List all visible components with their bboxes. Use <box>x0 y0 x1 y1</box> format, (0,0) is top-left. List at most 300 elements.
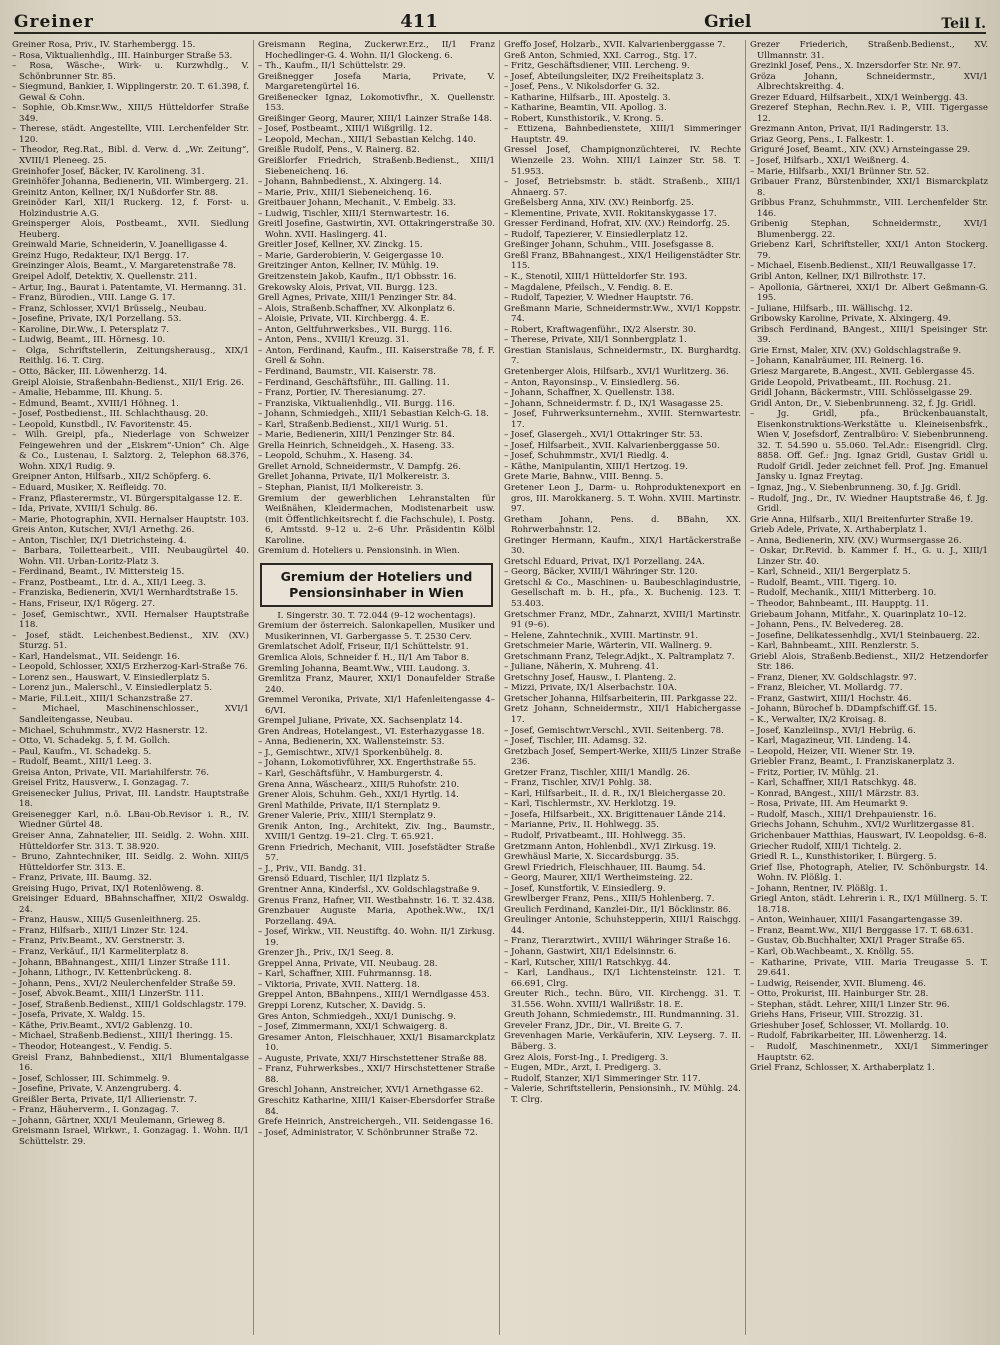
directory-entry: – Gustav, Ob.Buchhalter, XXI/1 Prager Straße 65. <box>750 936 965 947</box>
directory-entry: – Franz, Bürodien., VIII. Lange G. 17. <box>12 293 176 304</box>
directory-entry: Gröza Johann, Schneidermstr., XVI/1 Albrechtskreithg. 4. <box>750 71 988 93</box>
directory-entry: Gren Andreas, Hotelangest., VI. Esterhazygasse 18. <box>258 726 485 737</box>
directory-entry: Gride Leopold, Privatbeamt., III. Rochusg. 21. <box>750 377 952 388</box>
directory-entry: – Edmund, Beamt., XVIII/1 Höhneg. 1. <box>12 398 179 409</box>
column-1 <box>8 40 254 1335</box>
directory-entry: Grieb Adele, Private, X. Arthaberplatz 1. <box>750 525 927 536</box>
directory-entry: – Josef, Schuhmmstr., XVI/1 Riedlg. 4. <box>504 451 669 462</box>
directory-entry: Greinz Hugo, Redakteur, IX/1 Bergg. 17. <box>12 250 190 261</box>
directory-entry: – Fritz, Portier, IV. Mühlg. 21. <box>750 767 879 778</box>
directory-entry: Gribl Anton, Kellner, IX/1 Billrothstr. 17. <box>750 272 926 283</box>
directory-entry: – Johann, Bahnbedienst., X. Alxingerg. 14. <box>258 177 442 188</box>
directory-entry: Grenus Franz, Hafner, VII. Westbahnstr. 16. T. 32.438. <box>258 895 495 906</box>
directory-entry: Grella Heinrich, Schneidgeh., X. Haseng. 33. <box>258 440 455 451</box>
directory-entry: – Käthe, Priv.Beamt., XVI/2 Gablenzg. 10. <box>12 1020 193 1031</box>
directory-entry: Greffo Josef, Holzarb., XVII. Kalvarienberggasse 7. <box>504 40 726 50</box>
directory-entry: Gremium der gewerblichen Lehranstalten für Weißnähen, Kleidermachen, Modistenarbeit usw. (mit Öffentlichkeitsrecht f. die Fachschule), I. Postg. 6, Amtsstd. 9–12 u. 2–6 Uhr. Präsidentin Kölbl Karoline. <box>258 493 495 546</box>
directory-entry: Griechs Johann, Schuhm., XVI/2 Wurlitzergasse 81. <box>750 820 975 831</box>
directory-entry: – Franz, Pflasterermstr., VI. Bürgerspitalgasse 12. E. <box>12 493 243 504</box>
directory-entry: – Josef, Gemischtwr.Verschl., XVII. Seitenberg. 78. <box>504 725 724 736</box>
column-3 <box>500 40 746 1335</box>
directory-entry: – Käthe, Manipulantin, XIII/1 Hertzog. 19. <box>504 461 688 472</box>
directory-entry: Greiner Rosa, Priv., IV. Starhembergg. 15. <box>12 40 196 50</box>
directory-entry: Greßmann Marie, Schneidermstr.Ww., XVI/1 Koppstr. 74. <box>504 303 741 325</box>
directory-entry: – Karl, Kutscher, XIII/1 Ratschkyg. 44. <box>504 957 671 968</box>
directory-entry: – Rosa, Wäsche-, Wirk- u. Kurzwhdlg., V. Schönbrunner Str. 85. <box>12 61 249 82</box>
directory-entry: – Th., Kaufm., II/1 Schüttelstr. 29. <box>258 61 406 72</box>
directory-entry: Greppel Anna, Private, VII. Neubaug. 28. <box>258 958 438 969</box>
directory-entry: – Stephan, Pianist, II/1 Molkereistr. 3. <box>258 482 424 493</box>
directory-entry: – Apollonia, Gärtnerei, XXI/1 Dr. Albert Geßmann-G. 195. <box>750 282 988 304</box>
directory-entry: – Anton, Geltfuhrwerksbes., VII. Burgg. 116. <box>258 324 453 335</box>
directory-entry: – Rudolf, Fabrikarbeiter, III. Löwenherzg. 14. <box>750 1031 947 1042</box>
directory-entry: Grener Valerie, Priv., XIII/1 Sternplatz 9. <box>258 811 436 822</box>
directory-entry: – Theodor, Reg.Rat., Bibl. d. Verw. d. „Wr. Zeitung“, XVIII/1 Pleneeg. 25. <box>12 145 249 167</box>
directory-entry: – Ludwig, Tischler, XIII/1 Sternwartestr. 16. <box>258 208 450 219</box>
directory-entry: – Franz, Diener, XV. Goldschlagstr. 97. <box>750 672 917 683</box>
directory-entry: Gremmel Veronika, Private, XI/1 Hafenleitengasse 4–6/VI. <box>258 695 495 716</box>
directory-entry: – Karl, Geschäftsführ., V. Hamburgerstr. 4. <box>258 769 443 779</box>
directory-entry: Griebl Alois, Straßenb.Bedienst., XII/2 Hetzendorfer Str. 186. <box>750 651 988 673</box>
directory-entry: Gribsch Ferdinand, BAngest., XIII/1 Speisinger Str. 39. <box>750 324 988 346</box>
directory-entry: Grestian Stanislaus, Schneidermstr., IX. Burghardtg. 7. <box>504 345 741 367</box>
directory-entry: Greitzinger Anton, Kellner, IV. Mühlg. 19. <box>258 261 439 272</box>
directory-entry: – Johann, Pens., IV. Belvedereg. 28. <box>750 620 904 631</box>
directory-entry: – Robert, Kunsthistorik., V. Krong. 5. <box>504 113 664 124</box>
directory-entry: Greinsperger Alois, Postbeamt., XVII. Siedlung Heuberg. <box>12 219 249 240</box>
directory-entry: – Anton, Weinhauer, XIII/1 Fasangartengasse 39. <box>750 915 963 926</box>
directory-entry: – Johann, Rentner, IV. Plößlg. 1. <box>750 883 888 894</box>
directory-entry: Greppi Lorenz, Kutscher, X. Davidg. 5. <box>258 1001 426 1012</box>
directory-entry: Grewhäusl Marie, X. Siccardsburgg. 35. <box>504 852 680 863</box>
directory-entry: – Anton, Tischler, IX/1 Dietrichsteing. 4. <box>12 535 187 546</box>
directory-entry: Griebenz Karl, Schriftsteller, XXI/1 Anton Stockerg. 79. <box>750 240 988 261</box>
directory-entry: Gridl Anton, Dr., V. Siebenbrunneng. 32, f. Jg. Gridl. <box>750 398 976 409</box>
directory-entry: – Katharine, Hilfsarb., III. Apostelg. 3. <box>504 92 671 103</box>
directory-entry: – Anton, Pens., XVIII/1 Kreuzg. 31. <box>258 335 409 346</box>
directory-entry: Greulinger Antonie, Schuhstepperin, XIII/1 Raischgg. 44. <box>504 915 741 936</box>
directory-entry: – Otto, Bäcker, III. Löwenherzg. 14. <box>12 366 168 377</box>
directory-entry: – Paul, Kaufm., VI. Schadekg. 5. <box>12 746 152 757</box>
directory-entry: – Magdalene, Pfeilsch., V. Fendig. 8. E. <box>504 282 673 293</box>
directory-entry: – Theodor, Bahnbeamt., III. Haupptg. 11. <box>750 598 929 609</box>
directory-entry: – Franz, Beamt.Ww., XII/1 Berggasse 17. T. 68.631. <box>750 925 974 936</box>
directory-entry: – Josef, Zimmermann, XXI/1 Schwaigerg. 8. <box>258 1022 448 1033</box>
directory-entry: – Rudolf, Masch., XIII/1 Drehpauienstr. 16. <box>750 809 937 820</box>
directory-entry: – Oskar, Dr.Revid. b. Kammer f. H., G. u. J., XIII/1 Linzer Str. 40. <box>750 546 988 567</box>
directory-entry: Greipel Adolf, Detektiv, X. Quellenstr. 211. <box>12 272 198 283</box>
directory-entry: – Franz, Hilfsarb., XIII/1 Linzer Str. 124. <box>12 925 189 936</box>
directory-entry: Grezinkl Josef, Pens., X. Inzersdorfer Str. Nr. 97. <box>750 61 961 72</box>
directory-entry: Greß Anton, Schmied, XXI. Carrog., Stg. 17. <box>504 50 697 61</box>
directory-entry: – K., Verwalter, IX/2 Kroisag. 8. <box>750 715 887 725</box>
directory-entry: – Ferdinand, Geschäftsführ., III. Galling. 11. <box>258 377 450 388</box>
directory-entry: – Michael, Maschinenschlosser., XVI/1 Sandleitengasse, Neubau. <box>12 704 249 725</box>
directory-entry: Greisenecker Julius, Privat, III. Landstr. Hauptstraße 18. <box>12 788 249 810</box>
directory-entry: – Karl, Schaffner, XIII. Fuhrmannsg. 18. <box>258 969 432 980</box>
directory-entry: Grezer Friederich, Straßenb.Bedienst., XV. Ullmannstr. 31. <box>750 40 988 61</box>
directory-entry: Grezeref Stephan, Rechn.Rev. i. P., VIII. Tigergasse 12. <box>750 103 988 124</box>
directory-entry: Gremling Johanna, Beamt.Ww., VIII. Laudong. 3. <box>258 663 471 674</box>
directory-entry: – Therese, städt. Angestellte, VIII. Lerchenfelder Str. 120. <box>12 124 249 145</box>
directory-entry: Grentner Anna, Kinderfsl., XV. Goldschlagstraße 9. <box>258 885 480 896</box>
directory-entry: – Rudolf, Privatbeamt., III. Hohlwegg. 35. <box>504 831 686 842</box>
directory-entry: – Franz, Hausw., XIII/5 Gusenleithnerg. 25. <box>12 915 201 926</box>
directory-entry: – Josef, Abteilungsleiter, IX/2 Freiheitsplatz 3. <box>504 71 704 82</box>
directory-entry: – Michael, Eisenb.Bedienst., XII/1 Reuwallgasse 17. <box>750 261 976 272</box>
directory-entry: Greschitz Katharine, XIII/1 Kaiser-Ebersdorfer Straße 84. <box>258 1095 495 1117</box>
directory-entry: Griel Franz, Schlosser, X. Arthaberplatz 1. <box>750 1063 935 1074</box>
directory-entry: – Anton, Ferdinand, Kaufm., III. Kaiserstraße 78, f. F. Grell & Sohn. <box>258 345 495 367</box>
directory-entry: – Josef, Straßenb.Bedienst., XIII/1 Goldschlagstr. 179. <box>12 999 247 1010</box>
directory-entry: – Leopold, Kunstbdl., IV. Favoritenstr. 45. <box>12 419 192 430</box>
directory-entry: Grell Agnes, Private, XIII/1 Penzinger Str. 84. <box>258 293 457 304</box>
directory-entry: Greinöder Karl, XII/1 Ruckerg. 12, f. Forst- u. Holzindustrie A.G. <box>12 198 249 219</box>
directory-entry: – Anton, Rayonsinsp., V. Einsiedlerg. 56. <box>504 377 680 388</box>
directory-entry: – Karl, Landhaus., IX/1 Lichtensteinstr. 121. T. 66.691, Clrg. <box>504 968 741 989</box>
directory-entry: Gretener Leon J., Darm- u. Rohproduktenexport en gros, III. Marokkanerg. 5. T. Wohn. XVIII. Martinstr. 97. <box>504 482 741 515</box>
page-header <box>14 8 986 34</box>
directory-entry: Gribowsky Karoline, Private, X. Alxingerg. 49. <box>750 314 951 325</box>
directory-entry: – Johann, Gastwirt, XII/1 Edelsinnstr. 6. <box>504 947 677 958</box>
directory-entry: – Leopold, Mechan., XIII/1 Sebastian Kelchg. 140. <box>258 134 476 145</box>
directory-entry: – Marie, Garderobierin, V. Geigergasse 10. <box>258 250 445 261</box>
directory-entry: – Rosa, Private, III. Am Heumarkt 9. <box>750 799 909 810</box>
directory-entry: Griesz Margarete, B.Angest., XVII. Geblergasse 45. <box>750 366 975 377</box>
directory-entry: – Franz, Priv.Beamt., XV. Gerstnerstr. 3. <box>12 936 185 947</box>
directory-entry: Greipl Aloisie, Straßenbahn-Bedienst., XII/1 Erig. 26. <box>12 377 244 388</box>
directory-entry: – Eduard, Musiker, X. Reifleidg. 70. <box>12 482 167 493</box>
directory-entry: Gretscher Johanna, Hilfsarbeiterin, III. Parkgasse 22. <box>504 693 738 704</box>
directory-entry: Greißle Rudolf, Pens., V. Rainerg. 82. <box>258 145 420 156</box>
directory-entry: – Johann, Schmiedgeh., XIII/1 Sebastian Kelch-G. 18. <box>258 409 489 420</box>
directory-entry: Grichenbauer Matthias, Hauswart, IV. Leopoldsg. 6–8. <box>750 831 987 842</box>
directory-entry: Grempel Juliane, Private, XX. Sachsenplatz 14. <box>258 716 463 727</box>
directory-entry: – Lorenz jun., Malerschl., V. Einsiedlerplatz 5. <box>12 683 213 694</box>
directory-entry: – Karl, Tischlermstr., XV. Herklotzg. 19. <box>504 799 677 810</box>
header-part: Teil I. <box>941 16 986 32</box>
directory-entry: – Karl, Schneid., XII/1 Bergerplatz 5. <box>750 567 911 578</box>
directory-entry: – Josef, Kunstfortik, V. Einsiedlerg. 9. <box>504 883 666 894</box>
header-first-name: Greiner <box>14 12 94 32</box>
directory-entry: – Otto, Vi. Schadekg. 5, f. M. Gollch. <box>12 736 171 747</box>
directory-entry: Grezer Eduard, Hilfsarbeit., XIX/1 Weinbergg. 43. <box>750 92 968 103</box>
directory-entry: Gretschny Josef, Hausw., I. Planteng. 2. <box>504 672 677 683</box>
directory-entry: Greißnegger Josefa Maria, Private, V. Margaretengürtel 16. <box>258 71 495 93</box>
directory-entry: – Valerie, Schriftstellerin, Pensionsinh., IV. Mühlg. 24. T. Clrg. <box>504 1084 741 1105</box>
column-4 <box>746 40 992 1335</box>
directory-entry: – Johann, Schaffner, X. Quellenstr. 138. <box>504 388 675 399</box>
directory-entry: – Juliane, Näherin, X. Muhreng. 41. <box>504 662 659 673</box>
directory-entry: Greißler Berta, Private, II/1 Allierienstr. 7. <box>12 1094 197 1105</box>
directory-entry: Griguré Josef, Beamt., XIV. (XV.) Arnsteingasse 29. <box>750 145 971 156</box>
directory-entry: – J., Gemischtwr., XIV/1 Sporkenbühelg. 8. <box>258 747 443 758</box>
directory-entry: Grenl Mathilde, Private, II/1 Sternplatz 9. <box>258 800 441 811</box>
directory-entry: Gremium der österreich. Salonkapellen, Musiker und Musikerinnen, VI. Garbergasse 5. T. 2530 Cerv. <box>258 621 495 642</box>
directory-entry: Greßelsberg Anna, XIV. (XV.) Reinborfg. 25. <box>504 198 694 209</box>
directory-entry: Grie Anna, Hilfsarb., XII/1 Breitenfurter Straße 19. <box>750 514 974 525</box>
directory-entry: – Josef, Hilfsarbeit., XVII. Kalvarienberggasse 50. <box>504 440 720 451</box>
directory-entry: Grenn Friedrich, Mechanit, VIII. Josefstädter Straße 57. <box>258 842 495 864</box>
directory-entry: Greuter Rich., techn. Büro, VII. Kirchengg. 31. T. 31.556. Wohn. XVIII/1 Wallrißstr. 18. E. <box>504 989 741 1010</box>
directory-entry: Grenik Anton, Ing., Architekt, Ziv. Ing., Baumstr., XVIII/1 Gentzg. 19–21. Clrg. T. 65.921. <box>258 821 495 843</box>
directory-entry: – Franz, Tischler, XIV/1 Pohlg. 38. <box>504 778 652 789</box>
directory-entry: Gretenberger Alois, Hilfsarb., XVI/1 Wurlitzerg. 36. <box>504 366 729 377</box>
directory-entry: Gretschmer Franz, MDr., Zahnarzt, XVIII/1 Martinstr. 91 (9–6). <box>504 609 741 631</box>
directory-entry: – Josef, Postbeamt., XIII/1 Wißgrillg. 12. <box>258 124 433 135</box>
directory-entry: Greipner Anton, Hilfsarb., XII/2 Schöpferg. 6. <box>12 472 212 483</box>
directory-entry: Grewl Friedrich, Fleischhauer, III. Baumg. 54. <box>504 862 706 873</box>
directory-entry: Greitzenstein Jakob, Kaufm., II/1 Obbsstr. 16. <box>258 272 457 283</box>
directory-entry: – Siegmund, Bankier, I. Wipplingerstr. 20. T. 61.398, f. Gewal & Cohn. <box>12 82 249 103</box>
directory-entry: – Rudolf, Jng., Dr., IV. Wiedner Hauptstraße 46, f. Jg. Gridl. <box>750 493 988 515</box>
directory-entry: – Marie, Photographin, XVII. Hernalser Hauptstr. 103. <box>12 514 249 525</box>
directory-entry: Gretschmann Franz, Telegr.Adjkt., X. Paltramplatz 7. <box>504 651 735 662</box>
directory-entry: – Leopold, Heizer, VII. Wiener Str. 19. <box>750 746 916 757</box>
directory-entry: – Katharine, Private, VIII. Maria Treugasse 5. T. 29.641. <box>750 957 988 979</box>
directory-entry: – Mizzi, Private, IX/1 Alserbachstr. 10A. <box>504 683 677 694</box>
directory-entry: – Ludwig, Beamt., III. Hörnesg. 10. <box>12 335 166 346</box>
directory-entry: Greinwald Marie, Schneiderin, V. Joanelligasse 4. <box>12 240 228 251</box>
directory-entry: – Olga, Schriftstellerin, Zeitungsherausg., XIX/1 Reithlg. 16. T. Cirg. <box>12 345 249 367</box>
directory-entry: Greißinger Georg, Maurer, XIII/1 Lainzer Straße 148. <box>258 113 492 124</box>
directory-entry: Grief Ilse, Photograph, Atelier, IV. Schönburgstr. 14. Wohn. IV. Plößlg. 1. <box>750 862 988 884</box>
directory-entry: – Karl, Hilfsarbeit., II. d. R., IX/1 Bleichergasse 20. <box>504 788 726 799</box>
directory-entry: Grellet Arnold, Schneidermstr., V. Dampfg. 26. <box>258 461 461 472</box>
notice-address: I. Singerstr. 30. T. 72.044 (9–12 wochentags). <box>277 610 476 621</box>
directory-entry: – Alois, Straßenb.Schaffner, XV. Alkonplatz 6. <box>258 303 456 314</box>
directory-entry: – Robert, Kraftwagenführ., IX/2 Alserstr. 30. <box>504 324 697 335</box>
directory-entry: – Wilh. Greipl, pfa., Niederlage von Schweizer Feingewehren und der „Eiskrem“-Union“ Ch. Alge & Co., Lustenau, I. Salztorg. 2, Telephon 68.376, Wohn. XIX/1 Rudig. 9. <box>12 430 249 472</box>
directory-entry: Grieshuber Josef, Schlosser, VI. Mollardg. 10. <box>750 1020 949 1031</box>
directory-entry: Gretz Johann, Schneidermstr., XII/1 Habichergasse 17. <box>504 704 741 725</box>
directory-entry: – Fritz, Geschäftsdiener, VIII. Lercheng. 9. <box>504 61 690 72</box>
directory-entry: Greuth Johann, Schmiedemstr., III. Rundmanning. 31. <box>504 1010 740 1021</box>
directory-entry: – Ferdinand, Beamt., IV. Mittersteig 15. <box>12 567 185 578</box>
directory-entry: – Josef, Pens., V. Nikolsdorfer G. 32. <box>504 82 660 93</box>
directory-entry: Grezmann Anton, Privat, II/1 Radingerstr. 13. <box>750 124 949 135</box>
directory-entry: Greißenecker Ignaz, Lokomotivfhr., X. Quellenstr. 153. <box>258 92 495 114</box>
directory-entry: Gres Anton, Schmiedgeh., XXI/1 Dunischg. 9. <box>258 1011 456 1022</box>
directory-entry: – Karl, Bahnbeamt., XIII. Renzlerstr. 5. <box>750 641 919 652</box>
directory-entry: Griebaum Johann, Mitfahr., X. Quarinplatz 10–12. <box>750 609 967 620</box>
directory-entry: Greveler Franz, JDr., Dir., VI. Breite G. 7. <box>504 1020 683 1031</box>
directory-entry: – J., Priv., VII. Bandg. 31. <box>258 863 367 874</box>
notice-title-line2: Pensionsinhaber in Wien <box>289 584 464 600</box>
directory-entry: Greis Anton, Kutscher, XVI/1 Arnethg. 26. <box>12 525 195 536</box>
directory-entry: – Franz, Verkäuf., II/1 Karmeliterplatz 8. <box>12 947 189 958</box>
directory-entry: Grellet Johanna, Private, II/1 Molkereistr. 3. <box>258 472 450 483</box>
directory-entry: Gribauer Franz, Bürstenbinder, XXI/1 Bismarckplatz 8. <box>750 177 988 198</box>
directory-entry: – Marie, Fil.Leit., XIII/1 Schanzstraße 27. <box>12 693 193 704</box>
directory-entry: Gretham Johann, Pens. d. BBahn, XX. Rohrwerbahnstr. 12. <box>504 514 741 536</box>
directory-entry: – Hans, Friseur, IX/1 Rögerg. 27. <box>12 598 156 609</box>
directory-entry: – Georg, Maurer, XII/1 Wertheimsteing. 22. <box>504 873 693 884</box>
directory-entry: Gretzer Franz, Tischler, XIII/1 Mandlg. 26. <box>504 767 691 778</box>
directory-entry: Greinhöfer Johanna, Bedienerin, VII. Wimbergerg. 21. <box>12 177 249 188</box>
header-last-name: Griel <box>704 12 752 32</box>
directory-entry: – Karoline, Dir.Ww., I. Petersplatz 7. <box>12 324 170 335</box>
directory-entry: – Josef, Abvok.Beamt., XIII/1 LinzerStr. 111. <box>12 989 204 1000</box>
directory-entry: Greßl Franz, BBahnangest., XIX/1 Heiligenstädter Str. 115. <box>504 250 741 272</box>
directory-entry: – Rudolf, Tapezier, V. Wiedner Hauptstr. 76. <box>504 293 694 304</box>
directory-entry: – Bruno, Zahntechniker, III. Seidlg. 2. Wohn. XIII/5 Hütteldorfer Str. 313. E. <box>12 852 249 873</box>
directory-entry: – Josefine, Private, IX/1 Porzellang. 53. <box>12 314 182 325</box>
directory-entry: – Ferdinand, Baumstr., VII. Kaiserstr. 78. <box>258 366 436 377</box>
directory-entry: – Franz, Postbeamt., Ltr. d. A., XII/1 Leeg. 3. <box>12 577 206 588</box>
directory-columns <box>8 40 992 1335</box>
directory-entry: – Michael, Schuhmmstr., XV/2 Hasnerstr. 12. <box>12 725 208 736</box>
directory-entry: – Ettizena, Bahnbedienstete, XIII/1 Simmeringer Hauptstr. 49. <box>504 124 741 145</box>
page-number: 411 <box>400 11 438 32</box>
directory-entry: – Josefine, Delikatessenhdlg., XVI/1 Steinbauerg. 22. <box>750 630 980 641</box>
directory-entry: Gremlatschet Adolf, Friseur, II/1 Schüttelstr. 91. <box>258 642 469 653</box>
directory-entry: – Rudolf, Beamt., VIII. Tigerg. 10. <box>750 577 897 588</box>
directory-entry: – Karl, Schaffner, XII/1 Ratschkyg. 48. <box>750 778 917 789</box>
directory-entry: – Marianne, Priv., II. Hohlwegg. 35. <box>504 820 659 831</box>
directory-entry: – Franz, Fuhrwerksbes., XXI/7 Hirschstettener Straße 88. <box>258 1064 495 1085</box>
directory-entry: Greulich Ferdinand, Kanzlei-Dir., II/1 Böcklinstr. 86. <box>504 904 731 915</box>
directory-entry: Grekowsky Alois, Privat, VII. Burgg. 123. <box>258 282 438 293</box>
directory-entry: Greisa Anton, Private, VII. Mariahilferstr. 76. <box>12 767 209 778</box>
directory-entry: – Marie, Priv., XIII/1 Siebeneichenq. 16. <box>258 187 432 198</box>
directory-entry: – Josef, Betriebsmstr. b. städt. Straßenb., XIII/1 Ahnaerg. 57. <box>504 177 741 198</box>
directory-entry: – Helene, Zahntechnik., XVIII. Martinstr. 91. <box>504 630 699 641</box>
directory-entry: Greiser Anna, Zahnatelier, III. Seidlg. 2. Wohn. XIII. Hütteldorfer Str. 313. T. 38.920. <box>12 831 249 852</box>
directory-entry: – Franz, Portier, IV. Theresianumg. 27. <box>258 388 426 399</box>
directory-entry: – Josef, Glasergeh., XVI/1 Ottakringer Str. 53. <box>504 430 703 441</box>
directory-entry: – Georg, Bäcker, XVIII/1 Währinger Str. 120. <box>504 567 698 578</box>
directory-entry: Greßinger Johann, Schuhm., VIII. Josefsgasse 8. <box>504 240 714 251</box>
directory-entry: – Josef, Hilfsarb., XXI/1 Weißnerg. 4. <box>750 156 910 167</box>
notice-title-line1: Gremium der Hoteliers und <box>280 568 473 584</box>
directory-entry: – Konrad, BAngest., XIII/1 Märzstr. 83. <box>750 788 919 799</box>
directory-entry: – Karl, Magazineur, VII. Lindeng. 14. <box>750 736 911 747</box>
directory-entry: – Aloisie, Private, VII. Kirchbergg. 4. E. <box>258 314 430 325</box>
directory-entry: – Juliane, Hilfsarb., III. Wällischg. 12. <box>750 303 913 314</box>
directory-entry: – Johann, Lokomotivführer, XX. Engerthstraße 55. <box>258 758 477 769</box>
directory-entry: Greisinger Eduard, BBahnschaffner, XII/2 Oswaldg. 24. <box>12 894 249 915</box>
directory-entry: – Josefine, Private, V. Anzengruberg. 4. <box>12 1084 182 1095</box>
directory-entry: Greitbauer Johann, Mechanit., V. Embelg. 33. <box>258 198 456 209</box>
directory-entry: – Michael, Straßenb.Bedienst., XIII/1 Iheringg. 15. <box>12 1031 233 1042</box>
directory-entry: Greinitz Anton, Kellner, IX/1 Nußdorfer Str. 88. <box>12 187 219 198</box>
directory-entry: – Lorenz sen., Hauswart, V. Einsiedlerplatz 5. <box>12 672 210 683</box>
directory-entry: – Franz, Bleicher, VI. Mollardg. 77. <box>750 683 903 694</box>
directory-entry: Gretschl Eduard, Privat, IX/1 Porzellang. 24A. <box>504 556 705 567</box>
directory-entry: – Auguste, Private, XXI/7 Hirschstettener Straße 88. <box>258 1053 487 1064</box>
directory-entry: – Johann, BBahnangest., XIII/1 Linzer Straße 111. <box>12 957 231 968</box>
directory-entry: – Johann, Bürochef b. DDampfschiff.Gf. 15. <box>750 704 937 715</box>
directory-entry: – Josef, Fuhrwerksunternehm., XVIII. Sternwartestr. 17. <box>504 409 741 430</box>
directory-entry: – Otto, Prokurist, III. Hainburger Str. 28. <box>750 989 929 1000</box>
directory-entry: Griecher Rudolf, XIII/1 Tichtelg. 2. <box>750 841 902 852</box>
directory-entry: Griegl Anton, städt. Lehrerin i. R., IX/1 Müllnerg. 5. T. 18.718. <box>750 894 988 915</box>
directory-entry: Greinhofer Josef, Bäcker, IV. Karolineng. 31. <box>12 166 205 177</box>
directory-entry: – Josef, städt. Leichenbest.Bedienst., XIV. (XV.) Sturzg. 51. <box>12 630 249 652</box>
directory-entry: Greismann Regina, Zuckerwr.Erz., II/1 Franz Hochedlinger-G. 4. Wohn. II/1 Glockeng. 6. <box>258 40 495 61</box>
directory-entry: Greschl Johann, Anstreicher, XVI/1 Arnethgasse 62. <box>258 1085 484 1096</box>
directory-entry: – Franz, Schlosser, XVI/1 Brüsselg., Neubau. <box>12 303 207 314</box>
directory-entry: Greising Hugo, Privat, IX/1 Rotenlöweng. 8. <box>12 883 204 894</box>
directory-entry: Grevenhagen Marie, Verkäuferin, XIV. Leyserg. 7. II. Bäberg. 3. <box>504 1031 741 1052</box>
directory-entry: Greißlorfer Friedrich, Straßenb.Bedienst., XIII/1 Siebeneichenq. 16. <box>258 156 495 177</box>
directory-entry: – Theodor, Hoteangest., V. Fendig. 5. <box>12 1041 173 1052</box>
directory-entry: – Katharine, Beamtin, VII. Apollog. 3. <box>504 103 667 114</box>
directory-entry: – K., Stenotil, XIII/1 Hütteldorfer Str. 193. <box>504 272 688 283</box>
directory-entry: – Ida, Private, XVIII/1 Schulg. 86. <box>12 504 158 515</box>
directory-entry: – Amalie, Hebamme, III. Khung. 5. <box>12 388 163 399</box>
directory-entry: – Josefa, Hilfsarbeit., XX. Brigittenauer Lände 214. <box>504 809 726 820</box>
directory-entry: Grenzbauer Auguste Maria, Apothek.Ww., IX/1 Porzellang. 49A. <box>258 906 495 927</box>
directory-entry: – Marie, Bedienerin, XIII/1 Penzinger Str. 84. <box>258 430 455 441</box>
directory-entry: – Rudolf, Beamt., XIII/1 Leeg. 3. <box>12 757 152 768</box>
directory-entry: Gressel Josef, Champignonzüchterei, IV. Rechte Wienzeile 23. Wohn. XIII/1 Lainzer Str. 58. T. 51.953. <box>504 145 741 177</box>
directory-entry: – Franz, Häuherverm., I. Gonzagag. 7. <box>12 1105 179 1116</box>
directory-entry: Gremium d. Hoteliers u. Pensionsinh. in Wien. <box>258 546 460 557</box>
directory-entry: – Franziska, Bedienerin, XVI/1 Wernhardtstraße 15. <box>12 588 239 599</box>
directory-entry: Grie Ernst, Maler, XIV. (XV.) Goldschlagstraße 9. <box>750 345 962 356</box>
directory-entry: Grez Alois, Forst-Ing., I. Predigerg. 3. <box>504 1052 669 1063</box>
directory-entry: – Marie, Hilfsarb., XXI/1 Brünner Str. 52. <box>750 166 930 177</box>
directory-entry: Grena Anna, Wäschearz., XIII/5 Ruhofstr. 210. <box>258 779 460 790</box>
directory-entry: – Sophie, Ob.Kmsr.Ww., XIII/5 Hütteldorfer Straße 349. <box>12 103 249 124</box>
directory-entry: Grensö Eduard, Tischler, II/1 Ilzplatz 5. <box>258 874 430 885</box>
directory-entry: – Ignaz, Jng., V. Siebenbrunneng. 30, f. Jg. Gridl. <box>750 482 961 493</box>
directory-entry: – Johann, Lithogr., IV. Kettenbrückeng. 8. <box>12 968 192 979</box>
directory-entry: – Artur, Ing., Baurat i. Patentamte, VI. Hermanng. 31. <box>12 282 247 293</box>
directory-entry: Greitl Josefine, Gastwirtin, XVI. Ottakringerstraße 30. Wohn. XVII. Haslingerg. 41. <box>258 219 495 240</box>
directory-entry: – Johann, Kanalräumer, III. Reinerg. 16. <box>750 356 924 367</box>
directory-entry: – Josef, Gemischtwr., XVII. Hernalser Hauptstraße 118. <box>12 609 249 631</box>
directory-entry: – Leopold, Schuhm., X. Haseng. 34. <box>258 451 413 462</box>
directory-entry: Grefe Heinrich, Anstreichergeh., VII. Seidengasse 16. <box>258 1117 494 1128</box>
directory-entry: Griedl R. L., Kunsthistoriker, I. Bürgerg. 5. <box>750 852 937 863</box>
directory-entry: Griebler Franz, Beamt., I. Franziskanerplatz 3. <box>750 757 955 768</box>
directory-entry: – Josefa, Private, X. Waldg. 15. <box>12 1010 146 1021</box>
directory-entry: – Therese, Private, XII/1 Sonnbergplatz 1. <box>504 335 687 346</box>
directory-entry: – Leopold, Schlosser, XXI/5 Erzherzog-Karl-Straße 76. <box>12 662 248 673</box>
directory-entry: Gresser Ferdinand, Hofrat, XIV. (XV.) Reindorfg. 25. <box>504 219 730 230</box>
directory-entry: Greitler Josef, Kellner, XV. Zinckg. 15. <box>258 240 423 251</box>
directory-entry: – Josef, Administrator, V. Schönbrunner Straße 72. <box>258 1127 478 1138</box>
directory-entry: – Eugen, MDr., Arzt, I. Predigerg. 3. <box>504 1063 662 1074</box>
hotel-association-notice <box>260 563 493 607</box>
directory-entry: – Barbara, Toilettearbeit., VIII. Neubaugürtel 40. Wohn. VII. Urban-Loritz-Platz 3. <box>12 546 249 567</box>
directory-entry: – Franziska, Viktualienhdlg., VII. Burgg. 116. <box>258 398 455 409</box>
directory-entry: Grener Alois, Schuhm. Geh., XXI/1 Hyrtlg. 14. <box>258 790 459 801</box>
directory-entry: – Karl, Handelsmat., VII. Seidengr. 16. <box>12 651 180 662</box>
directory-entry: – Josef, Tischler, III. Adamsg. 32. <box>504 736 647 747</box>
directory-entry: Gremlica Alois, Schneider f. H., II/1 Am Tabor 8. <box>258 652 470 663</box>
directory-entry: Griaz Georg, Pens., I. Falkestr. 1. <box>750 134 895 145</box>
header-right-group <box>704 12 986 32</box>
directory-entry: Greisl Franz, Bahnbedienst., XII/1 Blumentalgasse 16. <box>12 1052 249 1074</box>
directory-entry: – Josef, Schlosser, III. Schimmelg. 9. <box>12 1073 171 1084</box>
directory-entry: – Rosa, Viktualienhdlg., III. Hainburger Straße 53. <box>12 50 233 61</box>
directory-entry: – Johann, Pens., XVI/2 Neulerchenfelder Straße 59. <box>12 978 236 989</box>
directory-entry: – Franz, Private, III. Baumg. 32. <box>12 873 152 884</box>
directory-entry: Gremlitza Franz, Maurer, XXI/1 Donaufelder Straße 240. <box>258 674 495 695</box>
directory-entry: Gridl Johann, Bäckermstr., VIII. Schlösselgasse 29. <box>750 388 973 399</box>
directory-entry: Grete Marie, Bahnw., VIII. Benng. 5. <box>504 472 664 483</box>
directory-entry: – Ludwig, Reisender, XVII. Blumeng. 46. <box>750 978 926 989</box>
directory-entry: Greppel Anton, BBahnpens., XIII/1 Werndlgasse 453. <box>258 990 490 1001</box>
directory-entry: Grewlberger Franz, Pens., XIII/5 Hohlenberg. 7. <box>504 894 715 905</box>
directory-entry: Greisel Fritz, Hausverw., I. Gonzagag. 7. <box>12 778 190 789</box>
directory-entry: – Klementine, Private, XVII. Rokitanskygasse 17. <box>504 208 717 219</box>
directory-entry: – Jg. Gridl, pfa., Brückenbauanstalt, Eisenkonstruktions-Werkstätte u. Kleineisenbsfrk., Wien V, Josefsdorf, Zentralbüro: V. Siebenbrunneng. 32. T. 54.590 u. 55.060. Tel.Adr.: Eisengridl. Clrg. 8858. Off. Gef.: Jng. Ignaz Gridl, Gustav Gridl u. Rudolf Gridl. Jeder zeichnet fell. Prof. Jng. Emanuel Jansky u. Ignaz Freytag. <box>750 409 988 483</box>
